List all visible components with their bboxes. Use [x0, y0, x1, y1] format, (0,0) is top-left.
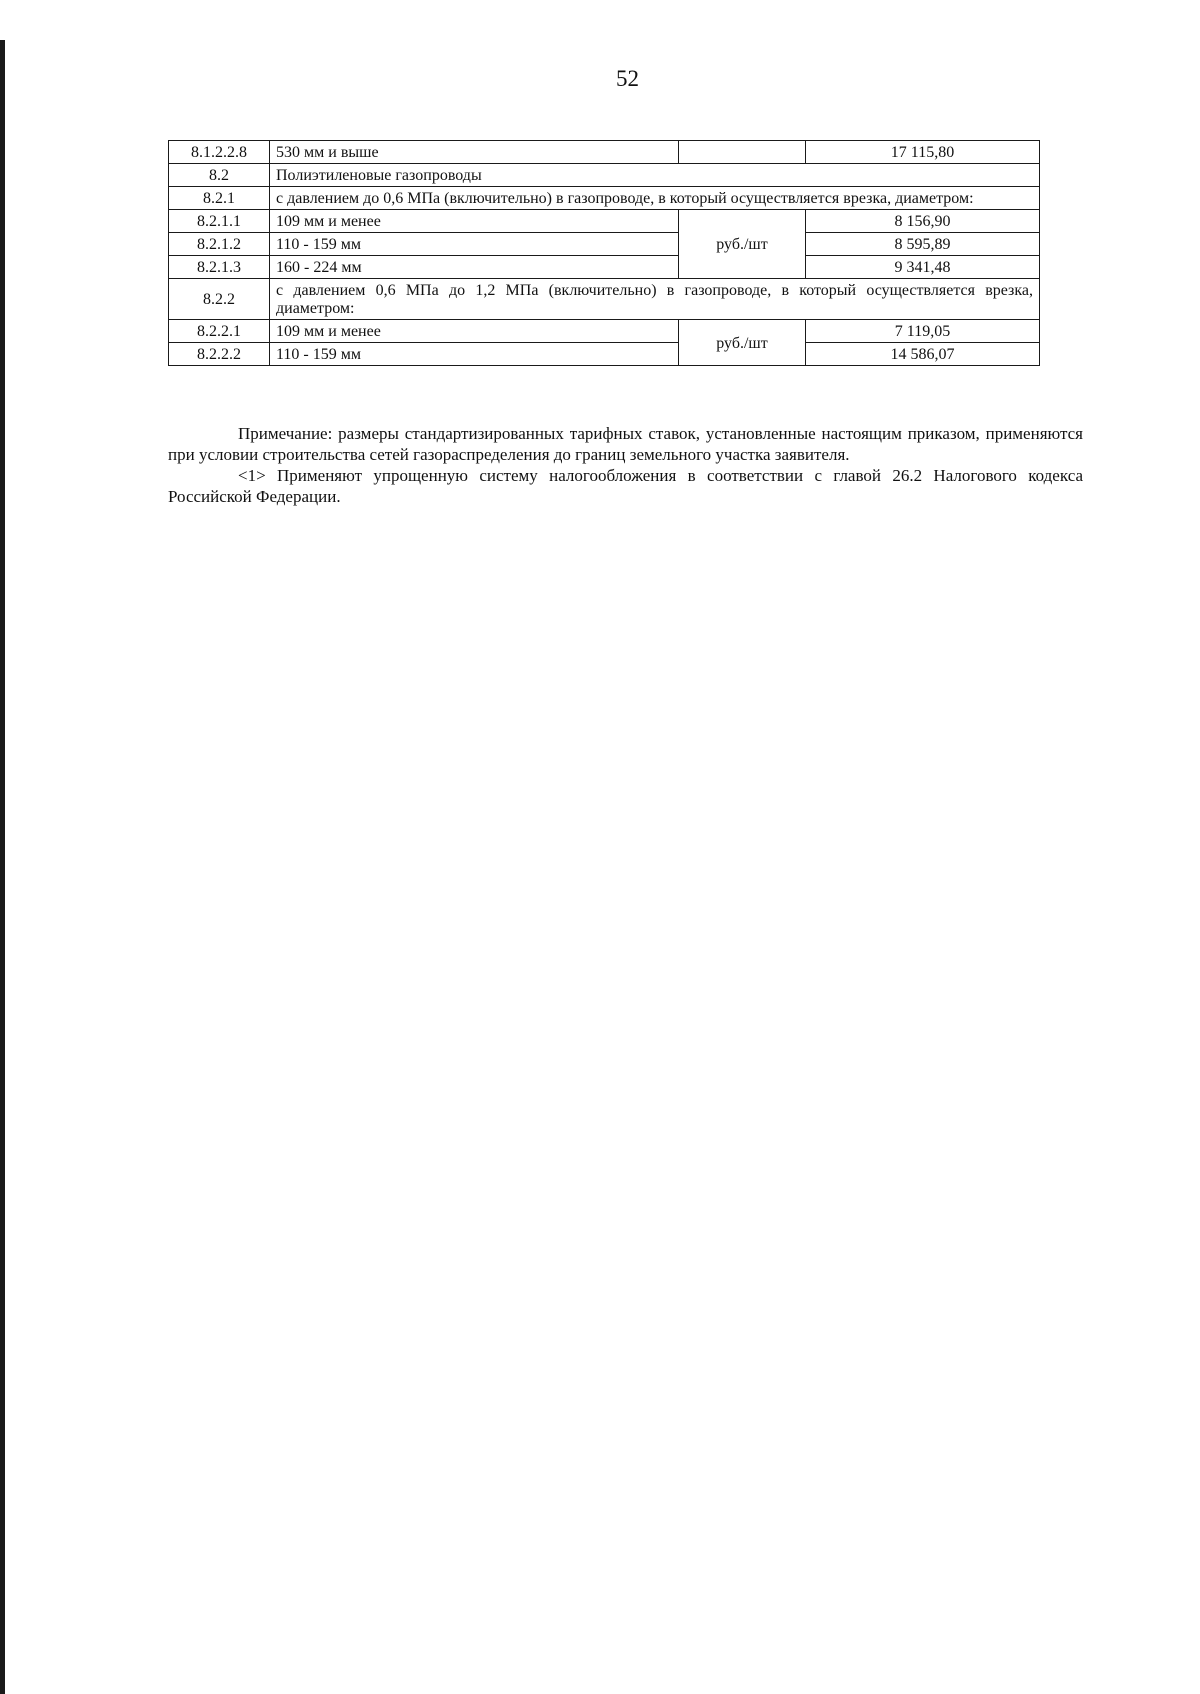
row-code: 8.2.2.1: [169, 320, 270, 343]
table-row: [169, 256, 1040, 279]
row-unit: руб./шт: [679, 210, 806, 279]
table-row: [169, 187, 1040, 210]
row-value: 7 119,05: [806, 320, 1040, 343]
row-value: 8 595,89: [806, 233, 1040, 256]
row-code: 8.2.2: [169, 279, 270, 320]
row-code: 8.2.2.2: [169, 343, 270, 366]
section-title: Полиэтиленовые газопроводы: [270, 164, 1040, 187]
table-row: [169, 320, 1040, 343]
page-number: 52: [616, 66, 639, 91]
row-name: 110 - 159 мм: [270, 343, 679, 366]
row-code: 8.2.1.3: [169, 256, 270, 279]
row-code: 8.2.1.1: [169, 210, 270, 233]
row-code: 8.2.1.2: [169, 233, 270, 256]
row-code: 8.2: [169, 164, 270, 187]
table-row: [169, 210, 1040, 233]
table-row: [169, 164, 1040, 187]
row-code: 8.1.2.2.8: [169, 141, 270, 164]
row-value: 9 341,48: [806, 256, 1040, 279]
table-row: [169, 233, 1040, 256]
row-name: 109 мм и менее: [270, 210, 679, 233]
table-row: [169, 343, 1040, 366]
row-name: 110 - 159 мм: [270, 233, 679, 256]
row-name: 530 мм и выше: [270, 141, 679, 164]
row-value: 8 156,90: [806, 210, 1040, 233]
row-unit: [679, 141, 806, 164]
tariff-table: [168, 140, 1040, 366]
row-value: 17 115,80: [806, 141, 1040, 164]
row-unit: руб./шт: [679, 320, 806, 366]
row-name: 160 - 224 мм: [270, 256, 679, 279]
footnote-paragraph: <1> Применяют упрощенную систему налогообложения в соответствии с главой 26.2 Налогового кодекса Российской Федерации.: [168, 466, 1083, 506]
note-paragraph: Примечание: размеры стандартизированных тарифных ставок, установленные настоящим приказом, применяются при условии строительства сетей газораспределения до границ земельного участка заявителя.: [168, 424, 1083, 464]
scan-edge: [0, 40, 5, 1694]
subsection-title: с давлением 0,6 МПа до 1,2 МПа (включительно) в газопроводе, в который осуществляется врезка, диаметром:: [270, 279, 1040, 320]
row-code: 8.2.1: [169, 187, 270, 210]
row-name: 109 мм и менее: [270, 320, 679, 343]
table-row: [169, 141, 1040, 164]
subsection-title: с давлением до 0,6 МПа (включительно) в газопроводе, в который осуществляется врезка, диаметром:: [270, 187, 1040, 210]
notes-section: [168, 423, 1083, 507]
row-value: 14 586,07: [806, 343, 1040, 366]
table-row: [169, 279, 1040, 320]
